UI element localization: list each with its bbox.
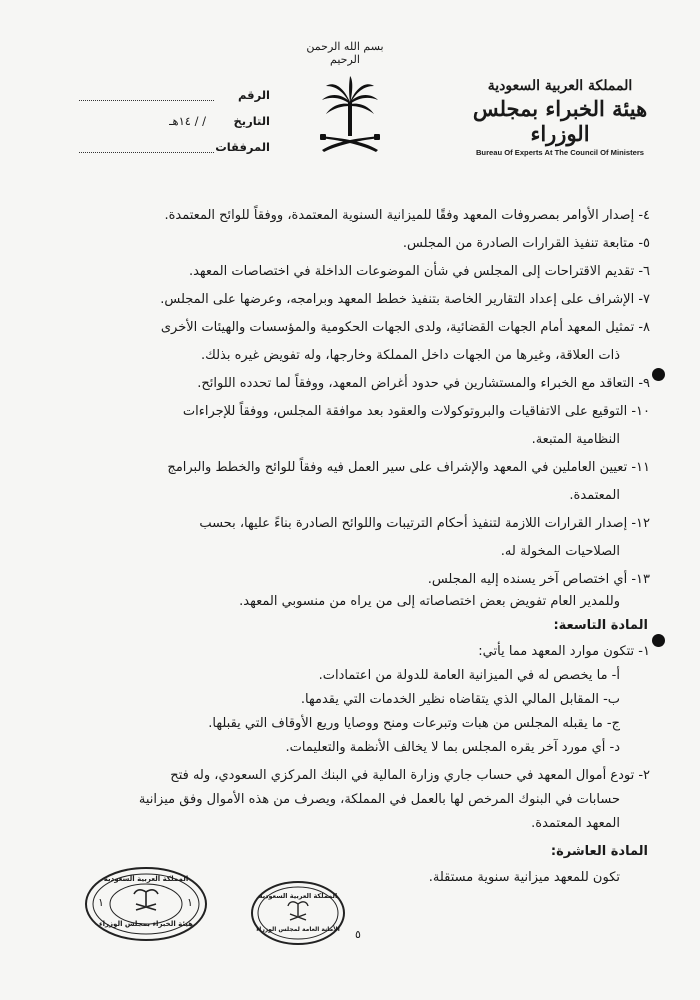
body-line: ١٠- التوقيع على الاتفاقيات والبروتوكولات والعقود بعد موافقة المجلس، ووفقاً للإجراءات	[182, 404, 650, 419]
reference-fields	[60, 88, 270, 166]
stamp-right-seal-icon	[250, 880, 346, 946]
body-line: ٦- تقديم الاقتراحات إلى المجلس في شأن الموضوعات الداخلة في اختصاصات المعهد.	[188, 264, 650, 279]
body-line: ج- ما يقبله المجلس من هبات وتبرعات ومنح ووصايا وريع الأوقاف التي يقبلها.	[208, 716, 620, 731]
stamp-left-number: ١	[98, 896, 104, 909]
body-line: ١٣- أي اختصاص آخر يسنده إليه المجلس.	[427, 572, 650, 587]
kingdom-name: المملكة العربية السعودية	[487, 78, 633, 94]
attachments-line	[79, 152, 214, 153]
stamp-right-text: المملكة العربية السعودية	[258, 892, 338, 900]
article-nine-heading: المادة التاسعة:	[553, 618, 648, 633]
official-stamp-left	[84, 866, 208, 942]
body-line: حسابات في البنوك المرخص لها بالعمل في المملكة، ويصرف من هذه الأموال وفق ميزانية	[138, 792, 620, 807]
punch-hole-icon	[652, 368, 665, 381]
body-line: ٨- تمثيل المعهد أمام الجهات القضائية، ولدى الجهات الحكومية والمؤسسات والهيئات الأخرى	[160, 320, 650, 335]
letterhead-title	[460, 78, 660, 157]
official-stamp-right	[250, 880, 346, 946]
body-line: ٥- متابعة تنفيذ القرارات الصادرة من المجلس.	[402, 236, 650, 251]
body-line: ١٢- إصدار القرارات اللازمة لتنفيذ أحكام الترتيبات واللوائح الصادرة بناءً عليها، بحسب	[199, 516, 650, 531]
bismillah: بسم الله الرحمن الرحيم	[306, 40, 384, 66]
body-line: تكون للمعهد ميزانية سنوية مستقلة.	[428, 870, 620, 885]
stamp-right-subtext: الأمانة العامة لمجلس الوزراء	[256, 926, 340, 933]
number-line	[79, 100, 214, 101]
body-line: الصلاحيات المخولة له.	[500, 544, 620, 559]
body-line: ١- تتكون موارد المعهد مما يأتي:	[478, 644, 650, 659]
body-line: المعتمدة.	[569, 488, 620, 503]
article-ten-heading: المادة العاشرة:	[550, 844, 648, 859]
bureau-name-arabic: هيئة الخبراء بمجلس الوزراء	[472, 96, 648, 146]
body-line: ٩- التعاقد مع الخبراء والمستشارين في حدود أغراض المعهد، ووفقاً لما تحدده اللوائح.	[197, 376, 650, 391]
body-line: ١١- تعيين العاملين في المعهد والإشراف على سير العمل فيه وفقاً للوائح والخطط والبرامج	[167, 460, 650, 475]
body-line: ذات العلاقة، وغيرها من الجهات داخل المملكة وخارجها، وله تفويض غيره بذلك.	[200, 348, 620, 363]
palm-swords-emblem-icon	[318, 76, 382, 160]
date-row	[60, 114, 270, 140]
number-label: الرقم	[238, 88, 270, 102]
stamp-left-number: ١	[187, 896, 193, 909]
body-line: أ- ما يخصص له في الميزانية العامة للدولة من اعتمادات.	[318, 668, 620, 683]
attachments-label: المرفقات	[215, 140, 270, 154]
body-line: النظامية المتبعة.	[531, 432, 620, 447]
attachments-row	[60, 140, 270, 166]
body-line: وللمدير العام تفويض بعض اختصاصاته إلى من يراه من منسوبي المعهد.	[239, 594, 620, 609]
body-line: ٢- تودع أموال المعهد في حساب جاري وزارة المالية في البنك المركزي السعودي، وله فتح	[170, 768, 650, 783]
punch-hole-icon	[652, 634, 665, 647]
stamp-left-text: المملكة العربية السعودية	[103, 875, 189, 883]
bureau-name-english: Bureau Of Experts At The Council Of Ministers	[475, 148, 645, 157]
stamp-left-subtext: هيئة الخبراء بمجلس الوزراء	[99, 920, 193, 928]
body-line: المعهد المعتمدة.	[531, 816, 620, 831]
date-value: / / ١٤هـ	[169, 114, 206, 128]
page-number: ٥	[355, 928, 361, 941]
body-line: د- أي مورد آخر يقره المجلس بما لا يخالف الأنظمة والتعليمات.	[285, 740, 620, 755]
body-line: ب- المقابل المالي الذي يتقاضاه نظير الخدمات التي يقدمها.	[300, 692, 620, 707]
body-line: ٧- الإشراف على إعداد التقارير الخاصة بتنفيذ خطط المعهد وبرامجه، وعرضها على المجلس.	[160, 292, 650, 307]
date-label: التاريخ	[233, 114, 270, 128]
number-row	[60, 88, 270, 114]
body-line: ٤- إصدار الأوامر بمصروفات المعهد وفقًا للميزانية السنوية المعتمدة، ووفقاً للوائح المعتمدة.	[164, 208, 650, 223]
